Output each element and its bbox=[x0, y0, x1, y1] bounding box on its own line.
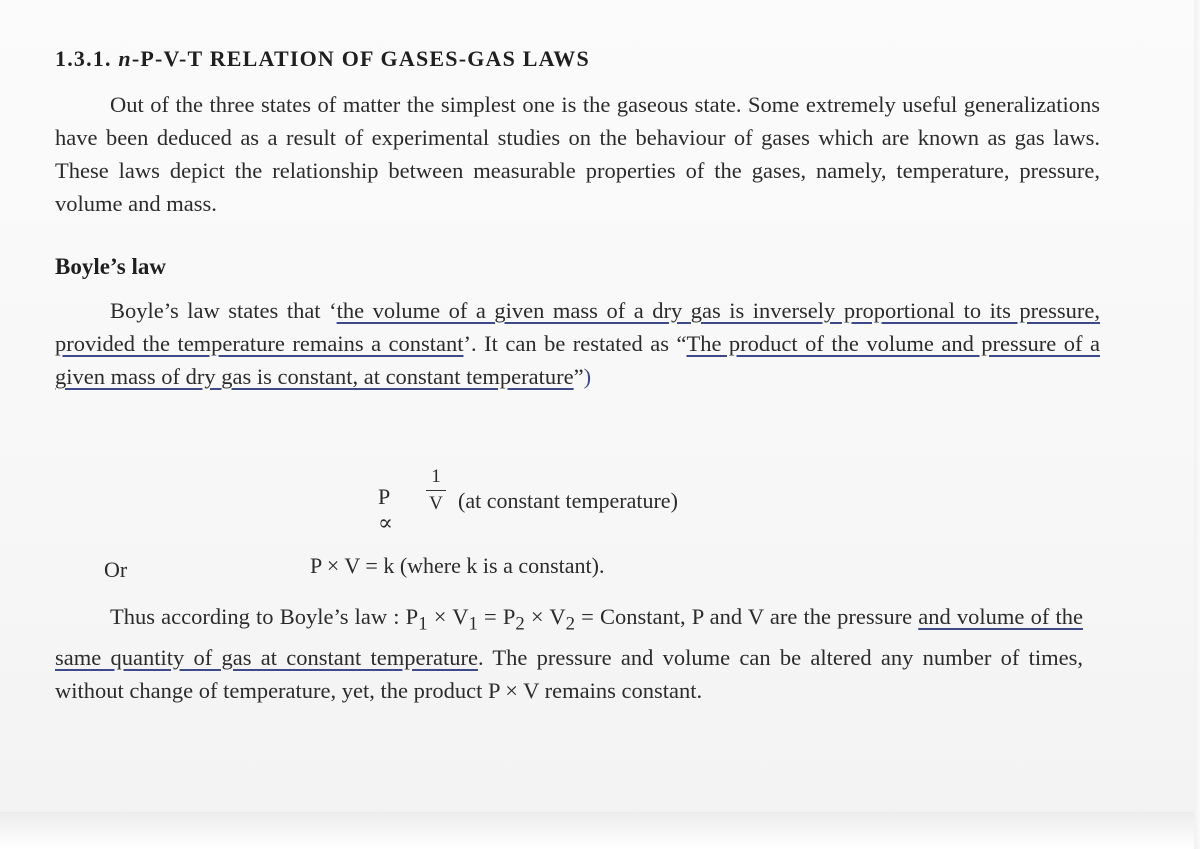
thus-underlined: and volume of the same quantity of gas at constant temperature bbox=[55, 604, 1083, 670]
thus-rest2: . The pressure and volume can be altered any number of times, without change of temperature, yet, the product P × V remains constant. bbox=[55, 644, 1083, 703]
formula-lhs: P ∝ bbox=[378, 484, 393, 535]
section-title: -P-V-T RELATION OF GASES-GAS LAWS bbox=[131, 46, 590, 71]
thus-paragraph bbox=[55, 600, 1083, 707]
fraction-bar bbox=[426, 490, 446, 491]
thus-x2: × V bbox=[524, 604, 566, 629]
boyle-statement-mid: ’. It can be restated as “ bbox=[463, 331, 687, 356]
content-area bbox=[55, 46, 1100, 393]
section-heading bbox=[55, 46, 1100, 72]
thus-block bbox=[55, 600, 1083, 707]
thus-eq: = P bbox=[477, 604, 516, 629]
boyle-heading: Boyle’s law bbox=[55, 254, 166, 279]
thus-x1: × V bbox=[427, 604, 469, 629]
boyle-statement-underlined: the volume of a given mass of a dry gas is inversely proportional to its pressure, provided the temperature remains a constant bbox=[55, 298, 1100, 356]
formula-note: (at constant temperature) bbox=[458, 488, 678, 513]
pen-bracket-mark: ) bbox=[583, 364, 592, 389]
pv-constant-formula: P × V = k (where k is a constant). bbox=[310, 553, 605, 578]
subscript-2b: 2 bbox=[565, 613, 575, 635]
section-italic-letter: n bbox=[118, 46, 132, 71]
page-right-edge bbox=[1194, 0, 1200, 849]
boyle-statement bbox=[55, 294, 1100, 393]
fraction-numerator: 1 bbox=[431, 466, 441, 487]
thus-start: Thus according to Boyle’s law : P bbox=[110, 604, 419, 629]
fraction-denominator: V bbox=[429, 493, 443, 514]
boyle-restated-end: ” bbox=[573, 364, 584, 389]
subscript-1b: 1 bbox=[468, 613, 478, 635]
subscript-1a: 1 bbox=[418, 613, 428, 635]
boyle-restated-underlined: The product of the volume and pressure of a given mass of dry gas is constant, at constant temperature bbox=[55, 331, 1100, 389]
boyle-statement-start: Boyle’s law states that ‘ bbox=[110, 298, 337, 323]
intro-paragraph: Out of the three states of matter the simplest one is the gaseous state. Some extremely useful generalizations have been deduced as a result of experimental studies on the behaviour of gases which are known as gas laws. These laws depict the relationship between measurable properties of the gases, namely, temperature, pressure, volume and mass. bbox=[55, 92, 1100, 216]
section-number: 1.3.1. bbox=[55, 46, 112, 71]
subscript-2a: 2 bbox=[515, 613, 525, 635]
or-label: Or bbox=[104, 557, 128, 582]
thus-rest1: = Constant, P and V are the pressure bbox=[574, 604, 919, 629]
fraction-one-over-v bbox=[426, 466, 446, 515]
page-bottom-shadow bbox=[0, 812, 1200, 849]
